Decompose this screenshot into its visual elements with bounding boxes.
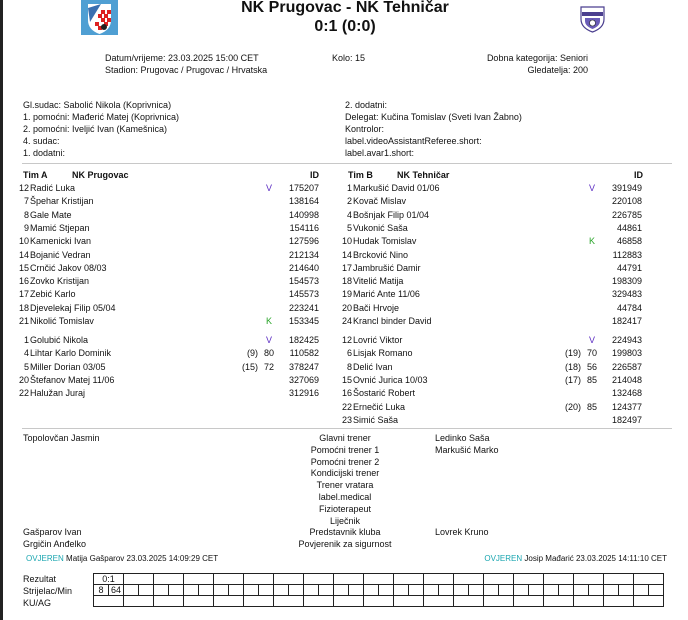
scorer-cell <box>634 585 649 596</box>
player-id: 226587 <box>611 361 642 372</box>
player-name: Radić Luka <box>30 183 76 193</box>
player-number: 12 <box>18 183 29 193</box>
result-cell <box>544 574 574 585</box>
player-row <box>9 182 329 194</box>
result-cell <box>454 574 484 585</box>
player-name: Štefanov Matej 11/06 <box>30 374 115 385</box>
player-name: Brcković Nino <box>353 249 409 260</box>
player-id: 378247 <box>288 361 319 372</box>
substitution-for: (17) <box>564 374 581 385</box>
player-id: 312916 <box>288 388 319 399</box>
minute-cell <box>589 585 604 596</box>
team-a-label: Tim A <box>23 170 48 180</box>
player-row <box>332 334 652 346</box>
player-id: 182497 <box>611 414 642 425</box>
staff-role-label: Trener vratara <box>316 480 374 491</box>
player-id: 46858 <box>616 236 642 247</box>
verified-badge: OVJEREN <box>26 554 64 563</box>
match-datetime: Datum/vrijeme: 23.03.2025 15:00 CET <box>105 53 259 63</box>
away-verification <box>484 554 667 563</box>
player-number: 20 <box>341 302 352 313</box>
away-team-logo <box>579 4 606 33</box>
scoring-grid <box>93 573 664 607</box>
player-row <box>332 387 652 399</box>
scorer-cell <box>454 585 469 596</box>
minute-cell <box>229 585 244 596</box>
ku-ag-cell <box>184 596 214 607</box>
label-ku-ag: KU/AG <box>23 598 52 608</box>
player-row <box>332 414 652 426</box>
scorer-cell <box>274 585 289 596</box>
player-name: Ernečić Luka <box>353 401 406 412</box>
away-head-coach: Ledinko Saša <box>435 433 490 443</box>
substitution-for: (9) <box>247 348 258 359</box>
scorer-cell: 8 <box>94 585 109 596</box>
player-name: Bošnjak Filip 01/04 <box>353 209 430 220</box>
ku-ag-cell <box>544 596 574 607</box>
player-number: 4 <box>23 348 29 359</box>
minute-cell <box>319 585 334 596</box>
player-row <box>9 195 329 207</box>
ku-ag-cell <box>454 596 484 607</box>
ku-ag-cell <box>214 596 244 607</box>
minute-cell <box>619 585 634 596</box>
page-left-border <box>0 0 3 620</box>
player-row <box>9 275 329 287</box>
player-id: 199803 <box>611 348 642 359</box>
minute-cell: 64 <box>109 585 124 596</box>
player-mark: 85 <box>586 374 597 385</box>
player-id: 212134 <box>288 249 319 260</box>
player-row <box>9 249 329 261</box>
player-id: 154573 <box>288 276 319 287</box>
player-row <box>9 387 329 399</box>
player-mark: 85 <box>586 401 597 412</box>
scorer-cell <box>574 585 589 596</box>
result-cell <box>364 574 394 585</box>
scorer-cell <box>364 585 379 596</box>
player-number: 1 <box>346 183 352 193</box>
label-result: Rezultat <box>23 574 57 584</box>
ku-ag-cell <box>424 596 454 607</box>
attendance: Gledatelja: 200 <box>527 65 588 75</box>
goalkeeper-mark: V <box>588 335 595 345</box>
player-number: 22 <box>341 401 352 412</box>
age-category: Dobna kategorija: Seniori <box>486 53 588 63</box>
ku-ag-cell <box>574 596 604 607</box>
player-id: 198309 <box>611 276 642 287</box>
ku-ag-cell <box>154 596 184 607</box>
player-name: Lovrić Viktor <box>353 335 403 345</box>
player-number: 15 <box>341 374 352 385</box>
player-name: Golubić Nikola <box>30 335 89 345</box>
player-row <box>332 195 652 207</box>
player-id: 44791 <box>616 262 642 273</box>
divider-officials <box>22 163 672 164</box>
divider-staff <box>22 428 672 429</box>
player-id: 327069 <box>288 374 319 385</box>
team-b-id-header: ID <box>634 170 643 180</box>
ku-ag-cell <box>244 596 274 607</box>
player-name: Hudak Tomislav <box>353 236 417 247</box>
player-number: 7 <box>23 196 29 207</box>
player-name: Lihtar Karlo Dominik <box>30 348 112 359</box>
player-number: 18 <box>341 276 352 287</box>
player-row <box>9 262 329 274</box>
scorer-row <box>94 585 664 596</box>
official-var: label.videoAssistantReferee.short: <box>345 136 482 146</box>
official-fourth: 4. sudac: <box>23 136 60 146</box>
player-number: 19 <box>341 289 352 300</box>
player-id: 175207 <box>288 183 319 193</box>
player-name: Vitelić Matija <box>353 276 404 287</box>
minute-cell <box>259 585 274 596</box>
ku-ag-cell <box>634 596 664 607</box>
ku-ag-cell <box>124 596 154 607</box>
player-name: Kovač Mislav <box>353 196 407 207</box>
player-row <box>9 374 329 386</box>
minute-cell <box>139 585 154 596</box>
home-verification <box>26 554 218 563</box>
player-number: 8 <box>23 209 29 220</box>
minute-cell <box>499 585 514 596</box>
player-mark: 72 <box>263 361 274 372</box>
player-id: 329483 <box>611 289 642 300</box>
player-name: Vukonić Saša <box>353 222 408 233</box>
staff-role-label: Liječnik <box>329 515 360 526</box>
staff-role-label: Glavni trener <box>319 433 371 443</box>
player-number: 21 <box>18 316 29 326</box>
result-cell <box>424 574 454 585</box>
result-cell <box>604 574 634 585</box>
home-security-officer: Grgičin Anđelko <box>23 539 87 549</box>
player-name: Simić Saša <box>353 414 399 425</box>
player-name: Crnčić Jakov 08/03 <box>30 262 107 273</box>
player-row <box>332 262 652 274</box>
ku-ag-cell <box>274 596 304 607</box>
player-number: 8 <box>346 361 352 372</box>
player-id: 44861 <box>616 222 642 233</box>
player-id: 110582 <box>289 348 319 359</box>
scorer-cell <box>304 585 319 596</box>
team-b-name: NK Tehničar <box>397 170 450 180</box>
player-id: 124377 <box>611 401 642 412</box>
staff-role-label: Pomoćni trener 2 <box>310 456 380 467</box>
scorer-cell <box>154 585 169 596</box>
team-a-name: NK Prugovac <box>72 170 129 180</box>
label-scorer-minute: Strijelac/Min <box>23 586 73 596</box>
player-id: 154116 <box>289 222 319 233</box>
player-name: Ovnić Jurica 10/03 <box>353 374 428 385</box>
player-row <box>332 249 652 261</box>
scorer-cell <box>544 585 559 596</box>
ku-ag-cell <box>304 596 334 607</box>
home-team-logo <box>81 0 118 35</box>
player-row <box>332 315 652 327</box>
player-id: 145573 <box>288 289 319 300</box>
scorer-cell <box>394 585 409 596</box>
player-row <box>9 315 329 327</box>
player-id: 127596 <box>288 236 319 247</box>
staff-role-label: Predstavnik kluba <box>309 527 381 538</box>
player-number: 14 <box>18 249 29 260</box>
player-row <box>332 235 652 247</box>
player-id: 214640 <box>288 262 319 273</box>
ku-ag-cell <box>94 596 124 607</box>
player-row <box>9 235 329 247</box>
player-mark: 70 <box>586 348 597 359</box>
result-cell <box>574 574 604 585</box>
player-row <box>332 222 652 234</box>
player-name: Djevelekaj Filip 05/04 <box>30 302 116 313</box>
player-name: Zovko Kristijan <box>30 276 90 287</box>
result-cell <box>274 574 304 585</box>
captain-mark: K <box>588 236 595 247</box>
player-number: 18 <box>18 302 29 313</box>
official-avar: label.avar1.short: <box>345 148 415 158</box>
player-name: Marić Ante 11/06 <box>353 289 420 300</box>
result-cell <box>484 574 514 585</box>
scorer-cell <box>124 585 139 596</box>
goalkeeper-mark: V <box>588 183 595 193</box>
ku-ag-cell <box>364 596 394 607</box>
player-row <box>9 222 329 234</box>
player-name: Halužan Juraj <box>30 388 86 399</box>
ku-ag-cell <box>514 596 544 607</box>
scorer-cell <box>424 585 439 596</box>
player-row <box>9 347 329 359</box>
result-cell <box>124 574 154 585</box>
player-name: Krancl binder David <box>353 316 432 326</box>
player-row <box>9 209 329 221</box>
player-id: 182417 <box>611 316 642 326</box>
minute-cell <box>559 585 574 596</box>
minute-cell <box>349 585 364 596</box>
player-id: 226785 <box>611 209 642 220</box>
player-number: 10 <box>341 236 352 247</box>
official-assistant-1: 1. pomoćni: Mađerić Matej (Koprivnica) <box>23 112 180 122</box>
scorer-cell <box>604 585 619 596</box>
result-cell <box>634 574 664 585</box>
match-title: NK Prugovac - NK Tehničar <box>241 0 449 16</box>
player-row <box>9 288 329 300</box>
player-row <box>9 334 329 346</box>
ku-ag-cell <box>484 596 514 607</box>
player-number: 20 <box>18 374 29 385</box>
home-verification-info: Matija Gašparov 23.03.2025 14:09:29 CET <box>66 554 219 563</box>
player-number: 16 <box>18 276 29 287</box>
player-row <box>332 288 652 300</box>
scorer-cell <box>484 585 499 596</box>
scorer-cell <box>214 585 229 596</box>
player-number: 24 <box>341 316 352 326</box>
official-main-referee: Gl.sudac: Sabolić Nikola (Koprivnica) <box>23 100 172 110</box>
player-name: Šostarić Robert <box>353 388 416 399</box>
away-assistant-coach-1: Markušić Marko <box>435 445 499 455</box>
player-row <box>332 401 652 413</box>
result-cell <box>154 574 184 585</box>
player-name: Delić Ivan <box>353 361 393 372</box>
ku-ag-cell <box>334 596 364 607</box>
ku-ag-cell <box>394 596 424 607</box>
official-assistant-2: 2. pomoćni: Iveljić Ivan (Kamešnica) <box>23 124 168 134</box>
player-number: 22 <box>18 388 29 399</box>
result-cell <box>334 574 364 585</box>
player-row <box>9 361 329 373</box>
player-id: 224943 <box>611 335 642 345</box>
player-name: Zebić Karlo <box>30 289 76 300</box>
official-delegate: Delegat: Kučina Tomislav (Sveti Ivan Žabno) <box>345 112 522 122</box>
goalkeeper-mark: V <box>265 183 272 193</box>
player-row <box>332 209 652 221</box>
minute-cell <box>199 585 214 596</box>
player-name: Lisjak Romano <box>353 348 413 359</box>
result-cell <box>184 574 214 585</box>
player-name: Mamić Stjepan <box>30 222 90 233</box>
player-id: 391949 <box>611 183 642 193</box>
player-number: 23 <box>341 414 352 425</box>
minute-cell <box>169 585 184 596</box>
player-number: 5 <box>23 361 29 372</box>
minute-cell <box>649 585 664 596</box>
home-club-representative: Gašparov Ivan <box>23 527 82 537</box>
player-id: 182425 <box>288 335 319 345</box>
result-cell: 0:1 <box>94 574 124 585</box>
ku-ag-row <box>94 596 664 607</box>
player-name: Gale Mate <box>30 209 72 220</box>
player-row <box>332 347 652 359</box>
player-name: Bojanić Vedran <box>30 249 91 260</box>
player-id: 132468 <box>611 388 642 399</box>
player-id: 44784 <box>616 302 642 313</box>
player-number: 16 <box>341 388 352 399</box>
player-number: 14 <box>341 249 352 260</box>
scorer-cell <box>244 585 259 596</box>
player-number: 9 <box>23 222 29 233</box>
player-id: 220108 <box>611 196 642 207</box>
away-verification-info: Josip Mađarić 23.03.2025 14:11:10 CET <box>524 554 667 563</box>
player-mark: 56 <box>586 361 597 372</box>
staff-role-label: Povjerenik za sigurnost <box>298 539 392 550</box>
player-number: 17 <box>18 289 29 300</box>
staff-role-label: Fizioterapeut <box>318 503 372 514</box>
substitution-for: (19) <box>564 348 581 359</box>
official-controller: Kontrolor: <box>345 124 385 134</box>
scorer-cell <box>334 585 349 596</box>
team-a-id-header: ID <box>310 170 319 180</box>
captain-mark: K <box>265 316 272 326</box>
home-head-coach: Topolovčan Jasmin <box>23 433 100 443</box>
scorer-cell <box>184 585 199 596</box>
player-id: 138164 <box>288 196 319 207</box>
player-mark: 80 <box>263 348 274 359</box>
player-number: 4 <box>346 209 352 220</box>
player-name: Nikolić Tomislav <box>30 316 94 326</box>
player-row <box>9 302 329 314</box>
player-name: Bači Hrvoje <box>353 302 400 313</box>
minute-cell <box>289 585 304 596</box>
player-id: 214048 <box>611 374 642 385</box>
player-row <box>332 302 652 314</box>
player-id: 112883 <box>612 249 642 260</box>
minute-cell <box>529 585 544 596</box>
official-additional-1: 1. dodatni: <box>23 148 66 158</box>
goalkeeper-mark: V <box>265 335 272 345</box>
player-row <box>332 361 652 373</box>
staff-role-label: Pomoćni trener 1 <box>310 444 380 455</box>
player-row <box>332 374 652 386</box>
player-number: 10 <box>18 236 29 247</box>
team-b-label: Tim B <box>348 170 373 180</box>
player-name: Markušić David 01/06 <box>353 183 440 193</box>
verified-badge: OVJEREN <box>484 554 523 563</box>
player-name: Kamenicki Ivan <box>30 236 92 247</box>
player-number: 12 <box>341 335 352 345</box>
player-name: Špehar Kristijan <box>30 196 94 207</box>
result-cell <box>394 574 424 585</box>
match-stadium: Stadion: Prugovac / Prugovac / Hrvatska <box>105 65 268 75</box>
scorer-cell <box>514 585 529 596</box>
match-round: Kolo: 15 <box>332 53 366 63</box>
player-id: 223241 <box>288 302 319 313</box>
result-row <box>94 574 664 585</box>
substitution-for: (15) <box>241 361 258 372</box>
staff-role-label: Kondicijski trener <box>310 468 380 479</box>
result-cell <box>304 574 334 585</box>
ku-ag-cell <box>604 596 634 607</box>
result-cell <box>214 574 244 585</box>
substitution-for: (18) <box>564 361 581 372</box>
minute-cell <box>379 585 394 596</box>
official-additional-2: 2. dodatni: <box>345 100 388 110</box>
player-id: 153345 <box>288 316 319 326</box>
player-number: 5 <box>346 222 352 233</box>
staff-role-label: label.medical <box>318 492 372 502</box>
minute-cell <box>409 585 424 596</box>
player-id: 140998 <box>288 209 319 220</box>
result-cell <box>514 574 544 585</box>
player-name: Jambrušić Damir <box>353 262 421 273</box>
minute-cell <box>469 585 484 596</box>
minute-cell <box>439 585 454 596</box>
result-cell <box>244 574 274 585</box>
match-score: 0:1 (0:0) <box>314 18 376 35</box>
player-name: Miller Dorian 03/05 <box>30 361 106 372</box>
player-number: 17 <box>341 262 352 273</box>
away-club-representative: Lovrek Kruno <box>435 527 489 537</box>
player-row <box>332 182 652 194</box>
player-number: 1 <box>23 335 29 345</box>
player-row <box>332 275 652 287</box>
player-number: 15 <box>18 262 29 273</box>
player-number: 2 <box>346 196 352 207</box>
substitution-for: (20) <box>564 401 581 412</box>
player-number: 6 <box>346 348 352 359</box>
